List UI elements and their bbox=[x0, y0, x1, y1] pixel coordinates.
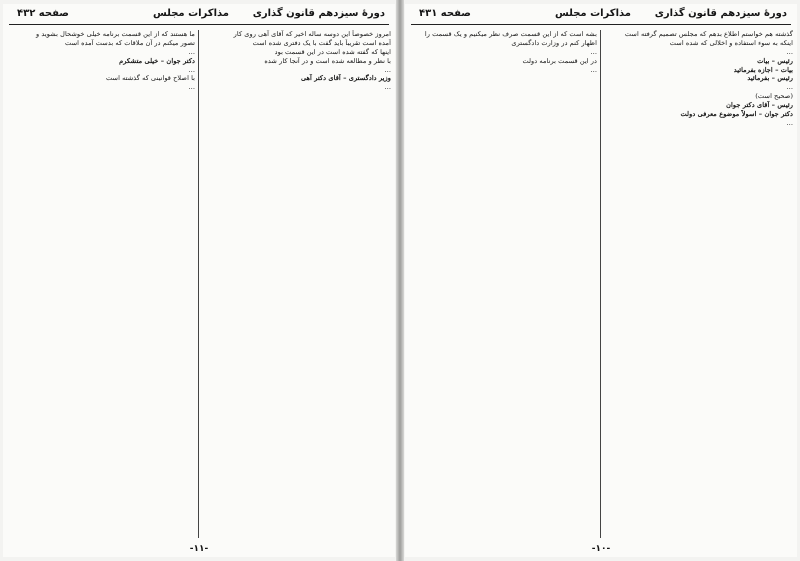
right-page-session: دورهٔ سیزدهم قانون گذاری bbox=[654, 8, 787, 19]
left-page-footer: -۱۱- bbox=[189, 544, 209, 554]
speaker-heading: وزیر دادگستری – آقای دکتر آهی bbox=[300, 74, 391, 83]
right-page-header-rule bbox=[411, 24, 791, 25]
text-line: اظهار کنم در وزارت دادگستری bbox=[511, 38, 597, 47]
right-page-title: مذاکرات مجلس bbox=[554, 8, 631, 19]
left-page-header-rule bbox=[9, 24, 389, 25]
book-gutter bbox=[396, 0, 404, 561]
speaker-heading: رئیس – بیات bbox=[757, 56, 793, 65]
text-line: اینکه به سوء استفاده و اخلالی که شده است bbox=[669, 38, 793, 47]
right-page-header bbox=[411, 7, 791, 23]
right-page-number: صفحه ۴۳۱ bbox=[419, 8, 471, 19]
text-line: … bbox=[786, 83, 793, 92]
speaker-heading: دکتر جوان – اسولاً موضوع معرفی دولت bbox=[680, 110, 793, 119]
text-line: … bbox=[590, 65, 597, 74]
left-page-left-column bbox=[7, 30, 195, 540]
text-line: بشه است که از این قسمت صرف نظر میکنیم و یک قسمت را bbox=[424, 30, 597, 38]
right-page bbox=[405, 4, 797, 557]
text-line: … bbox=[188, 47, 195, 56]
left-page bbox=[3, 4, 395, 557]
text-line: ما هستند که از این قسمت برنامه خیلی خوشحال بشوید و bbox=[35, 30, 195, 38]
text-line: … bbox=[384, 65, 391, 74]
text-line: … bbox=[188, 65, 195, 74]
text-line: … bbox=[786, 118, 793, 127]
right-page-footer: -۱۰- bbox=[591, 544, 611, 554]
text-line: گذشته هم خواستم اطلاع بدهم که مجلس تصمیم گرفته است bbox=[624, 30, 793, 38]
text-line: اینها که گفته شده است در این قسمت بود bbox=[274, 47, 391, 56]
text-line: … bbox=[786, 47, 793, 56]
left-page-title: مذاکرات مجلس bbox=[152, 8, 229, 19]
text-line: امروز خصوصاً این دوسه ساله اخیر که آقای آهی روی کار bbox=[233, 30, 391, 38]
column-divider bbox=[600, 30, 601, 538]
speaker-heading: رئیس – بفرمائید bbox=[747, 74, 793, 83]
column-divider bbox=[198, 30, 199, 538]
text-line: با نظر و مطالعه شده است و در آنجا کار شده bbox=[264, 56, 391, 65]
left-page-number: صفحه ۴۳۲ bbox=[17, 8, 69, 19]
text-line: … bbox=[188, 83, 195, 92]
right-page-left-column bbox=[409, 30, 597, 540]
left-page-session: دورهٔ سیزدهم قانون گذاری bbox=[252, 8, 385, 19]
left-page-header bbox=[9, 7, 389, 23]
text-line: … bbox=[590, 47, 597, 56]
left-page-right-column bbox=[203, 30, 391, 540]
text-line: (صحیح است) bbox=[755, 92, 793, 101]
text-line: … bbox=[384, 83, 391, 92]
speaker-heading: دکتر جوان – خیلی متشکرم bbox=[119, 56, 195, 65]
speaker-heading: بیات – اجازه بفرمائید bbox=[733, 65, 793, 74]
text-line: با اصلاح قوانینی که گذشته است bbox=[105, 74, 195, 83]
text-line: تصور میکنم در آن ملاقات که بدست آمده است bbox=[65, 38, 195, 47]
text-line: در این قسمت برنامه دولت bbox=[522, 56, 597, 65]
text-line: آمده است تقریباً باید گفت با یک دفتری شده است bbox=[252, 38, 391, 47]
right-page-right-column bbox=[605, 30, 793, 540]
speaker-heading: رئیس – آقای دکتر جوان bbox=[726, 101, 793, 110]
